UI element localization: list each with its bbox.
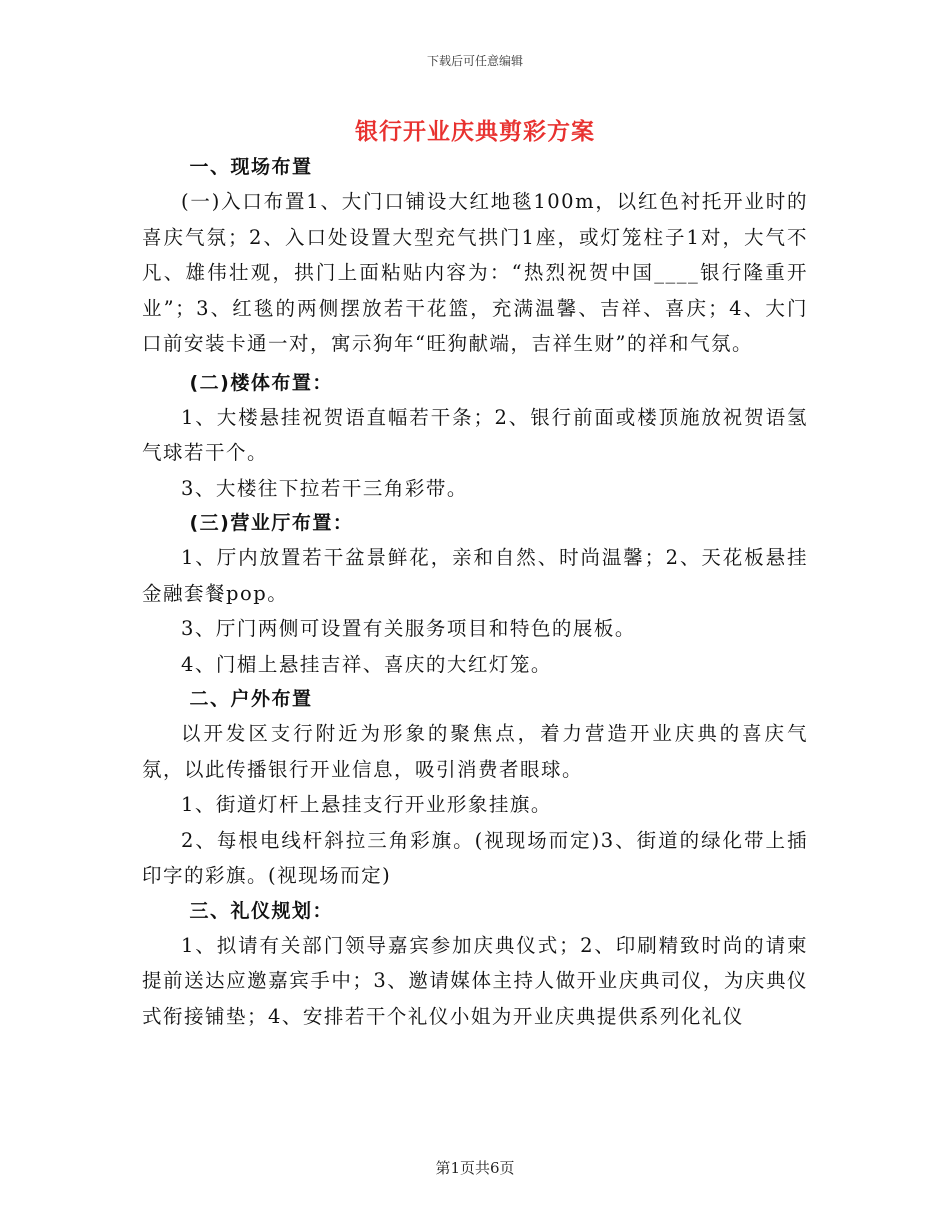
section-heading-site-layout: 一、现场布置 xyxy=(189,156,313,178)
section-heading-outdoor-layout: 二、户外布置 xyxy=(189,688,313,710)
paragraph-building-ribbons: 3、大楼往下拉若干三角彩带。 xyxy=(181,476,468,500)
paragraph-outdoor-focus: 以开发区支行附近为形象的聚焦点，着力营造开业庆典的喜庆气氛，以此传播银行开业信息，吸引消费者眼球。 xyxy=(142,722,808,781)
paragraph-building-banners: 1、大楼悬挂祝贺语直幅若干条；2、银行前面或楼顶施放祝贺语氢气球若干个。 xyxy=(142,405,808,464)
paragraph-entrance-layout: (一)入口布置1、大门口铺设大红地毯100m，以红色衬托开业时的喜庆气氛；2、入口处设置大型充气拱门1座，或灯笼柱子1对，大气不凡、雄伟壮观，拱门上面粘贴内容为：“热烈祝贺中国____银行隆重开业”；3、红毯的两侧摆放若干花篮，充满温馨、吉祥、喜庆；4、大门口前安装卡通一对，寓示狗年“旺狗献端，吉祥生财”的祥和气氛。 xyxy=(142,190,808,355)
paragraph-etiquette-plan: 1、拟请有关部门领导嘉宾参加庆典仪式；2、印刷精致时尚的请柬提前送达应邀嘉宾手中；3、邀请媒体主持人做开业庆典司仪，为庆典仪式衔接铺垫；4、安排若干个礼仪小姐为开业庆典提供系列化礼仪 xyxy=(142,933,808,1028)
document-title: 银行开业庆典剪彩方案 xyxy=(355,118,595,145)
subheading-building-layout: (二)楼体布置： xyxy=(189,371,333,394)
subheading-hall-layout: (三)营业厅布置： xyxy=(189,512,354,534)
header-note: 下载后可任意编辑 xyxy=(426,54,523,68)
paragraph-hall-boards: 3、厅门两侧可设置有关服务项目和特色的展板。 xyxy=(181,617,636,640)
paragraph-outdoor-pole-flags: 2、每根电线杆斜拉三角彩旗。(视现场而定)3、街道的绿化带上插印字的彩旗。(视现场而定) xyxy=(142,828,808,887)
paragraph-hall-lanterns: 4、门楣上悬挂吉祥、喜庆的大红灯笼。 xyxy=(181,652,552,676)
paragraph-hall-flowers: 1、厅内放置若干盆景鲜花，亲和自然、时尚温馨；2、天花板悬挂金融套餐pop。 xyxy=(142,546,808,605)
section-heading-etiquette: 三、礼仪规划： xyxy=(189,899,334,922)
page-footer: 第1页共6页 xyxy=(435,1159,515,1177)
document-body xyxy=(142,150,808,1034)
paragraph-outdoor-lamp-flags: 1、街道灯杆上悬挂支行开业形象挂旗。 xyxy=(181,793,552,816)
